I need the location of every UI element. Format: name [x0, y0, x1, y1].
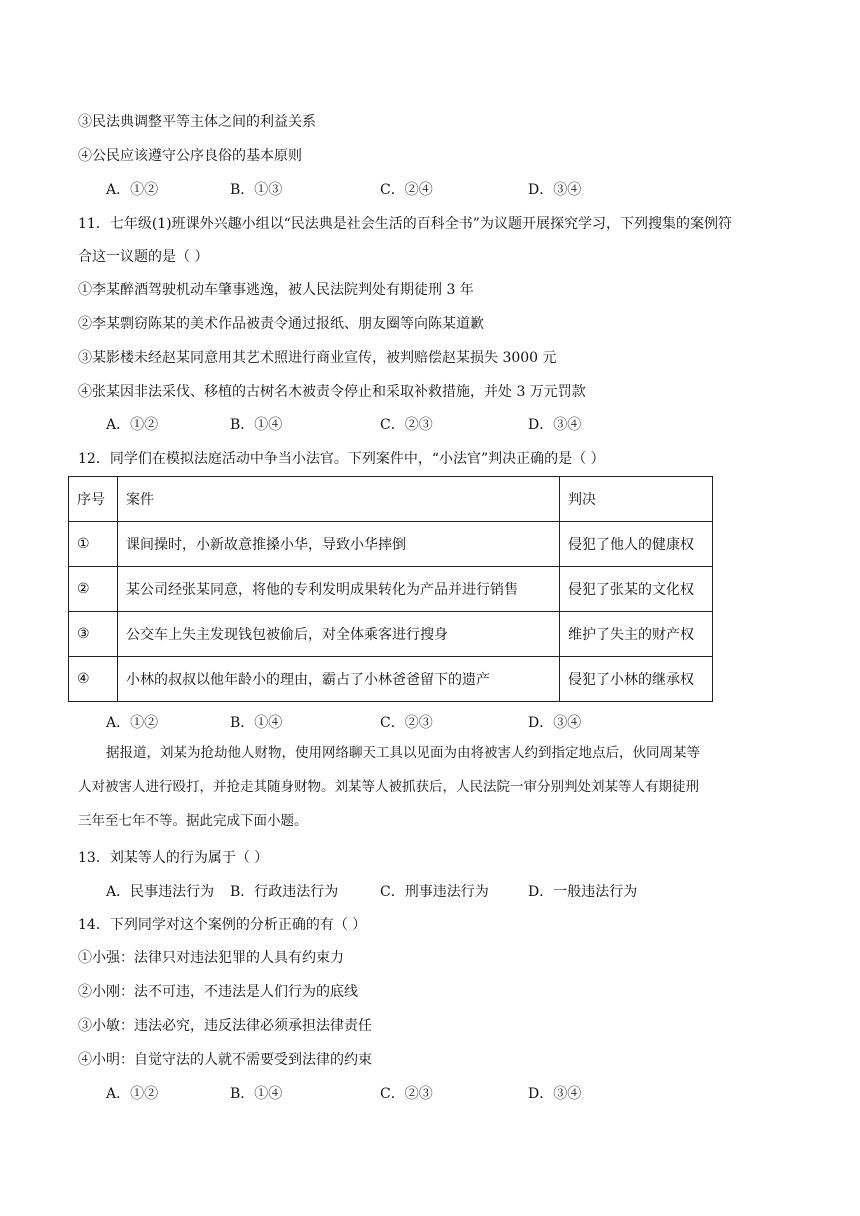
- cell-verdict: 侵犯了张某的文化权: [560, 567, 713, 612]
- q11-option-d: D．③④: [528, 417, 582, 433]
- q13-option-c: C．刑事违法行为: [380, 884, 489, 900]
- q12-option-b: B．①④: [230, 715, 283, 731]
- q14-option-a: A．①②: [106, 1086, 159, 1102]
- cell-index: ③: [69, 612, 118, 657]
- passage-line-1: 据报道，刘某为抢劫他人财物，使用网络聊天工具以见面为由将被害人约到指定地点后，伙同周某等: [106, 745, 700, 761]
- q14-item-1: ①小强：法律只对违法犯罪的人具有约束力: [78, 950, 344, 966]
- q11-item-3: ③某影楼未经赵某同意用其艺术照进行商业宣传，被判赔偿赵某损失 3000 元: [78, 350, 557, 366]
- q10-option-c: C．②④: [380, 182, 433, 198]
- q11-option-a: A．①②: [106, 417, 159, 433]
- q10-option-b: B．①③: [230, 182, 283, 198]
- q13-option-b: B．行政违法行为: [230, 884, 339, 900]
- q12-option-c: C．②③: [380, 715, 433, 731]
- q12-option-a: A．①②: [106, 715, 159, 731]
- header-verdict: 判决: [560, 477, 713, 522]
- header-case: 案件: [118, 477, 560, 522]
- q12-option-d: D．③④: [528, 715, 582, 731]
- q11-item-4: ④张某因非法采伐、移植的古树名木被责令停止和采取补救措施，并处 3 万元罚款: [78, 384, 586, 400]
- q14-option-d: D．③④: [528, 1086, 582, 1102]
- table-row: [69, 522, 713, 567]
- cell-case: 公交车上失主发现钱包被偷后，对全体乘客进行搜身: [118, 612, 560, 657]
- q13-option-d: D．一般违法行为: [528, 884, 638, 900]
- table-header-row: [69, 477, 713, 522]
- cell-case: 小林的叔叔以他年龄小的理由，霸占了小林爸爸留下的遗产: [118, 657, 560, 702]
- cell-index: ①: [69, 522, 118, 567]
- q11-item-2: ②李某剽窃陈某的美术作品被责令通过报纸、朋友圈等向陈某道歉: [78, 316, 484, 332]
- q11-option-b: B．①④: [230, 417, 283, 433]
- passage-line-3: 三年至七年不等。据此完成下面小题。: [78, 813, 308, 829]
- q14-option-b: B．①④: [230, 1086, 283, 1102]
- q13-option-a: A．民事违法行为: [106, 884, 215, 900]
- q10-option-a: A．①②: [106, 182, 159, 198]
- q14-stem: 14．下列同学对这个案例的分析正确的有（ ）: [78, 917, 367, 933]
- table-row: [69, 612, 713, 657]
- q11-stem-line1: 11．七年级(1)班课外兴趣小组以“民法典是社会生活的百科全书”为议题开展探究学习，下列搜集的案例符: [78, 216, 732, 232]
- cell-verdict: 侵犯了他人的健康权: [560, 522, 713, 567]
- cell-case: 课间操时，小新故意推搡小华，导致小华摔倒: [118, 522, 560, 567]
- q11-item-1: ①李某醉酒驾驶机动车肇事逃逸，被人民法院判处有期徒刑 3 年: [78, 282, 474, 298]
- q14-item-2: ②小刚：法不可违，不违法是人们行为的底线: [78, 984, 358, 1000]
- q12-stem: 12．同学们在模拟法庭活动中争当小法官。下列案件中，“小法官”判决正确的是（ ）: [78, 451, 605, 467]
- cell-case: 某公司经张某同意，将他的专利发明成果转化为产品并进行销售: [118, 567, 560, 612]
- q10-option-d: D．③④: [528, 182, 582, 198]
- q10-item-3: ③民法典调整平等主体之间的利益关系: [78, 114, 316, 130]
- reading-passage: [78, 736, 784, 838]
- table-row: [69, 567, 713, 612]
- passage-line-2: 人对被害人进行殴打，并抢走其随身财物。刘某等人被抓获后，人民法院一审分别判处刘某等人有期徒刑: [78, 779, 699, 795]
- q10-item-4: ④公民应该遵守公序良俗的基本原则: [78, 148, 302, 164]
- cell-verdict: 维护了失主的财产权: [560, 612, 713, 657]
- cell-index: ②: [69, 567, 118, 612]
- q14-item-3: ③小敏：违法必究，违反法律必须承担法律责任: [78, 1018, 372, 1034]
- table-row: [69, 657, 713, 702]
- cell-index: ④: [69, 657, 118, 702]
- q14-option-c: C．②③: [380, 1086, 433, 1102]
- q11-option-c: C．②③: [380, 417, 433, 433]
- header-index: 序号: [69, 477, 118, 522]
- q13-stem: 13．刘某等人的行为属于（ ）: [78, 850, 269, 866]
- q11-stem-line2: 合这一议题的是（ ）: [78, 249, 209, 265]
- q12-case-table: [68, 476, 713, 702]
- cell-verdict: 侵犯了小林的继承权: [560, 657, 713, 702]
- q14-item-4: ④小明：自觉守法的人就不需要受到法律的约束: [78, 1052, 372, 1068]
